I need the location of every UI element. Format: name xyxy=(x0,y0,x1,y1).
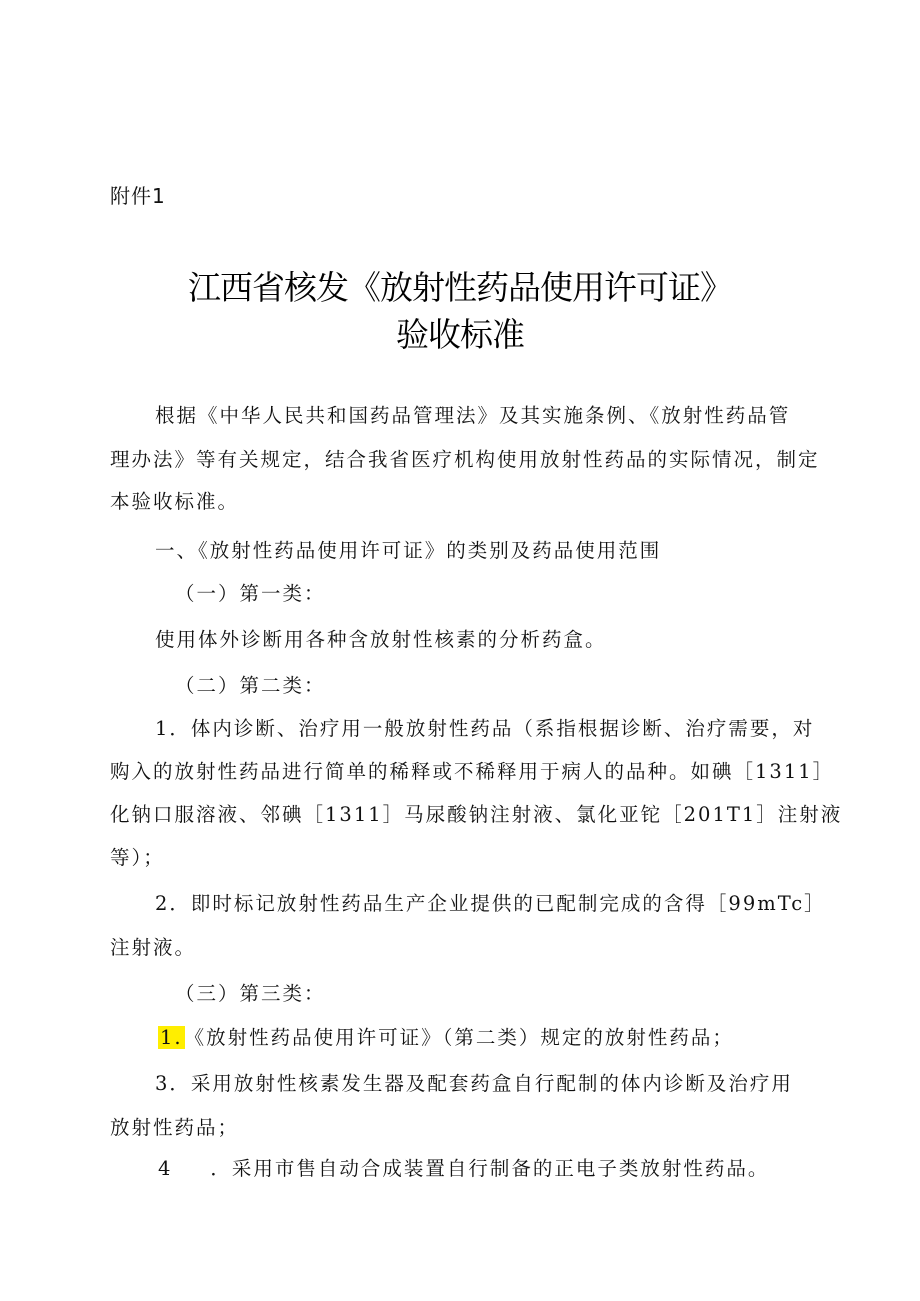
intro-line1: 根据《中华人民共和国药品管理法》及其实施条例、《放射性药品管 xyxy=(155,404,791,427)
intro-line3: 本验收标准。 xyxy=(110,490,240,513)
cat3-heading: （三）第三类： xyxy=(175,982,326,1005)
cat3-item4-text: ．采用市售自动合成装置自行制备的正电子类放射性药品。 xyxy=(210,1157,770,1180)
document-title-line1: 江西省核发《放射性药品使用许可证》 xyxy=(188,268,732,307)
cat1-heading: （一）第一类： xyxy=(175,582,326,605)
cat3-item3-line2: 放射性药品； xyxy=(110,1116,240,1139)
cat3-item1-text: 《放射性药品使用许可证》（第二类）规定的放射性药品； xyxy=(184,1026,734,1049)
cat2-item1-line1: 1．体内诊断、治疗用一般放射性药品（系指根据诊断、治疗需要，对 xyxy=(155,717,815,740)
cat2-heading: （二）第二类： xyxy=(175,674,326,697)
cat2-item1-line4: 等）； xyxy=(110,846,165,869)
attachment-label: 附件1 xyxy=(110,184,166,208)
section1-heading: 一、《放射性药品使用许可证》的类别及药品使用范围 xyxy=(155,539,662,562)
cat3-item1-number-highlight: 1. xyxy=(160,1026,183,1049)
cat3-item1 xyxy=(158,1022,734,1050)
cat3-item4 xyxy=(158,1153,769,1181)
cat1-text: 使用体外诊断用各种含放射性核素的分析药盒。 xyxy=(155,628,607,651)
cat2-item1-line2: 购入的放射性药品进行简单的稀释或不稀释用于病人的品种。如碘［1311］ xyxy=(110,760,835,783)
cat2-item2-line1: 2．即时标记放射性药品生产企业提供的已配制完成的含得［99mTc］ xyxy=(155,892,826,915)
cat2-item1-line3: 化钠口服溶液、邻碘［1311］马尿酸钠注射液、氯化亚铊［201T1］注射液 xyxy=(110,803,843,826)
cat3-item4-number: 4 xyxy=(158,1157,173,1180)
intro-line2: 理办法》等有关规定，结合我省医疗机构使用放射性药品的实际情况，制定 xyxy=(110,448,820,471)
document-title-line2: 验收标准 xyxy=(396,315,524,354)
cat2-item2-line2: 注射液。 xyxy=(110,936,197,959)
cat3-item3-line1: 3．采用放射性核素发生器及配套药盒自行配制的体内诊断及治疗用 xyxy=(155,1072,793,1095)
